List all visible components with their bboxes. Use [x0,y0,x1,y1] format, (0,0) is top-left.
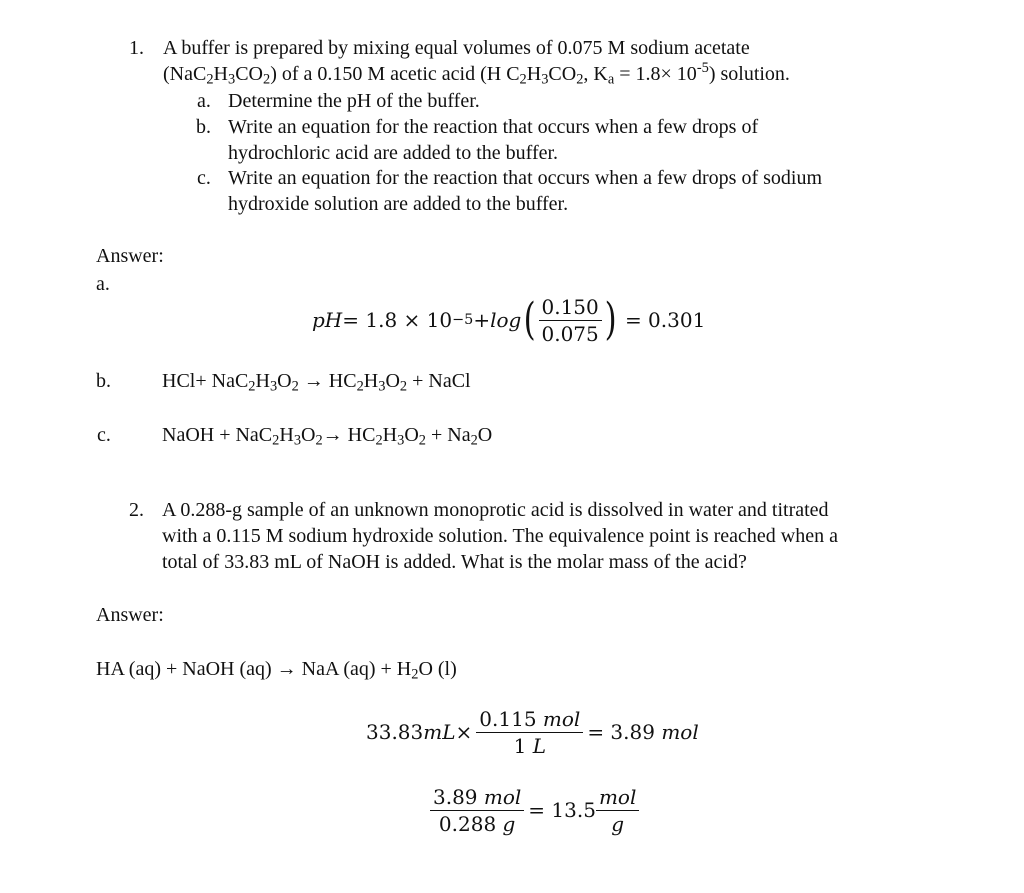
answer-1c-equation: NaOH + $NaC_2H_3O_2\to HC_2H_3O_2 + Na_2O$ [162,424,493,449]
q1-part-c-line-1: Write an equation for the reaction that occurs when a few drops of sodium [228,167,822,189]
q1-line-1: A buffer is prepared by mixing equal volumes of 0.075 M sodium acetate [163,37,750,59]
moles-result: = 3.89 mol [587,720,699,744]
q1-part-b-line-2: hydrochloric acid are added to the buffer. [228,142,559,164]
q1-part-a-text: Determine the pH of the buffer. [228,90,480,112]
q1-part-c-line-2: hydroxide solution are added to the buffer. [228,193,569,215]
molar-mass-unit: $\frac{\text{mol}}{g}$ [596,784,639,837]
q2-line-1: A 0.288-g sample of an unknown monoprotic acid is dissolved in water and titrated [162,499,829,521]
q1-part-a-label: a. [197,90,211,112]
q2-number: 2. [129,499,144,521]
molar-mass-fraction: $\frac{\text{3.89 mol}}{0.288 g}$ [430,784,524,837]
answer-2-heading: Answer: [96,604,164,626]
answer-2-reaction: HA (aq) + NaOH (aq) → NaA $(aq) + H_2O$ (l) [96,658,457,683]
answer-1b-equation: $HCl+ NaC_2H_3O_2 \to HC_2H_3O_2$ + NaCl [162,370,471,395]
ph-equation: pH = 1.8 × 10 −5 + log ( $\frac{0.150}{0.075}$ ) = 0.301 [312,294,706,346]
answer-1-heading: Answer: [96,245,164,267]
q1-part-c-label: c. [197,167,211,189]
q1-part-b-line-1: Write an equation for the reaction that occurs when a few drops of [228,116,759,138]
q2-line-2: with a 0.115 M sodium hydroxide solution. The equivalence point is reached when a [162,525,838,547]
q2-line-3: total of 33.83 mL of NaOH is added. What is the molar mass of the acid? [162,551,747,573]
answer-1b-label: b. [96,370,111,392]
molar-mass-calculation [430,780,639,840]
answer-1c-label: c. [97,424,111,446]
answer-1a-label: a. [96,273,110,295]
molar-mass-result: = 13.5 [528,798,596,822]
q1-part-b-label: b. [196,116,211,138]
ph-ratio-fraction: $\frac{0.150}{0.075}$ [539,294,602,347]
ph-symbol: pH [312,308,343,332]
ph-result: = 0.301 [624,308,706,332]
q1-line-2: $(NaC_2H_3CO_2)$ of a 0.150 M acetic acid (H $C_2H_3CO_2$, $K_a = 1.8\times 10^{-5}$) solution. [163,60,790,88]
moles-conversion-fraction: $\frac{\text{0.115 mol}}{1 L}$ [476,706,583,759]
log-symbol: log [490,308,522,332]
moles-calculation: 33.83 mL × $\frac{\text{0.115 mol}}{1 L}$ = 3.89 mol [366,706,699,758]
q1-number: 1. [129,37,144,59]
